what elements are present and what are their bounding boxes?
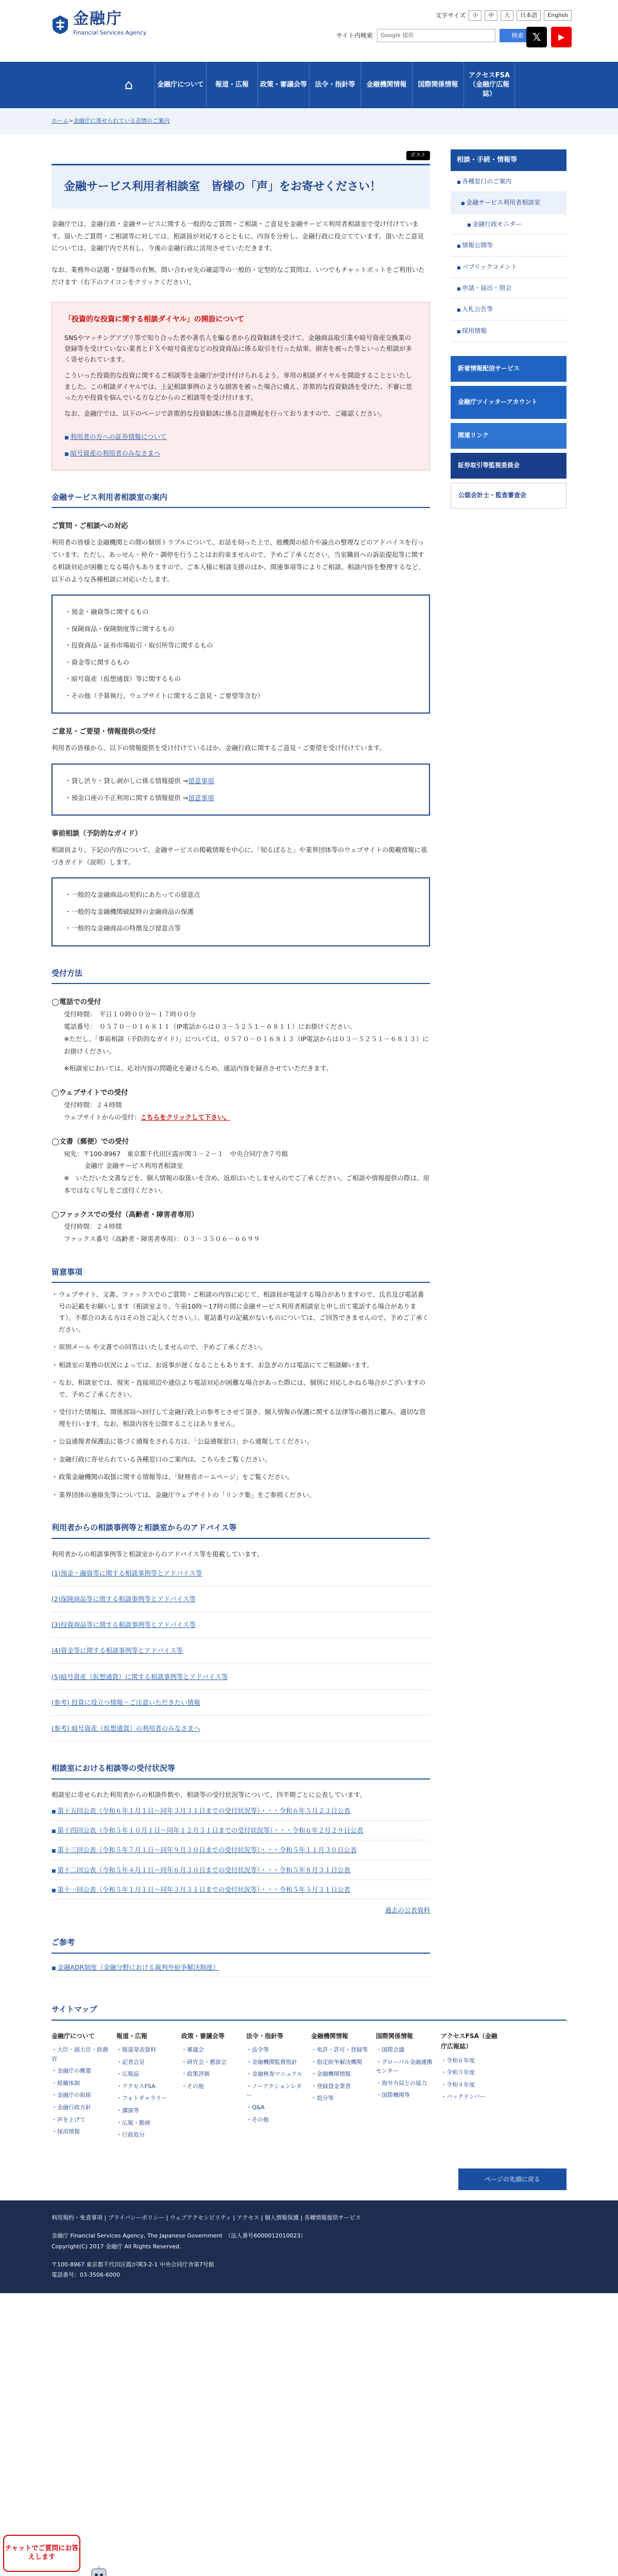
tel-heading: ◯電話での受付 xyxy=(52,998,101,1007)
sitemap-col: アクセスFSA（金融庁広報誌） ・ 令和６年度 ・ 令和５年度 ・ 令和４年度 ・ バックナンバー xyxy=(441,2031,502,2143)
banner-twitter[interactable]: 金融庁ツイッターアカウント xyxy=(451,386,566,419)
logo-en: Financial Services Agency xyxy=(73,29,147,36)
caution-link[interactable]: 留意事項 xyxy=(188,777,214,785)
notice-link-2[interactable]: 暗号資産の利用者のみなさまへ xyxy=(70,449,161,457)
status-link[interactable]: 第十四回公表（令和５年１０月１日～同年１２月３１日までの受付状況等）・・・令和６年２月２９日公表 xyxy=(57,1826,364,1834)
list-item: ・ 預金口座の不正利用に関する情報提供 ⇒留意事項 xyxy=(65,790,417,807)
tel-number[interactable]: 電話番号： ０５７０－０１６８１１（IP電話からは０３－５２５１－６８１１）にお掛けください。 xyxy=(64,1023,356,1031)
post-button[interactable]: ポスト xyxy=(406,151,430,160)
list-item: ・ 投資商品・証券市場取引・取引所等に関するもの xyxy=(65,637,417,654)
sitemap-columns xyxy=(52,2031,566,2143)
list-item: ・ 貸し渋り・貸し剥がしに係る情報提供 ⇒留意事項 xyxy=(65,773,417,790)
advice-link[interactable]: (1)預金・融資等に関する相談事例等とアドバイス等 xyxy=(52,1569,202,1577)
status-link[interactable]: 第十三回公表（令和５年７月１日～同年９月３０日までの受付状況等）・・・令和５年１１月３０日公表 xyxy=(57,1846,357,1854)
status-link[interactable]: 第十二回公表（令和５年４月１日～同年６月３０日までの受付状況等）・・・令和５年８月３１日公表 xyxy=(57,1866,351,1874)
advice-link[interactable]: (2)保険商品等に関する相談事例等とアドバイス等 xyxy=(52,1595,196,1603)
list-item: ・ 金融行政に寄せられている各種窓口のご案内は、こちらをご覧ください。 xyxy=(52,1454,430,1466)
page-top-button[interactable]: ページの先頭に戻る xyxy=(458,2168,566,2190)
list-item: ・ なお、相談室では、現実・直接周辺や通信より電話対応が困難な場合があった際には、個別に対応しかねる場合がございますので、予めご了承ください。 xyxy=(52,1377,430,1400)
list-item: ・ 相談室の業務の状況によっては、お返事が遅くなることもあります。お急ぎの方は電話にてご相談願います。 xyxy=(52,1360,430,1371)
sitemap-col: 国際関係情報 ・ 国際会議 ・ グローバル金融連携センター ・ 海外当局との協力 ・ 国際機関等 xyxy=(376,2031,437,2143)
gnav-institutions[interactable]: 金融機関情報 xyxy=(360,62,412,108)
sec1-h-c: 事前相談（予防的なガイド） xyxy=(52,829,142,838)
sidebar-item[interactable]: ■ 各種窓口のご案内 xyxy=(451,171,566,192)
post-heading: ◯文書（郵便）での受付 xyxy=(52,1137,129,1146)
banner-links[interactable]: 関連リンク xyxy=(451,423,566,449)
sec5-title: 相談室における相談等の受付状況等 xyxy=(52,1762,430,1780)
notice-title: 「投資的な投資に関する相談ダイヤル」の開設について xyxy=(64,315,245,324)
search-label: サイト内検索 xyxy=(336,31,373,39)
breadcrumb-sep: > xyxy=(68,117,74,124)
font-size-label: 文字サイズ xyxy=(435,12,466,19)
list-item: ・ 公益通報者保護法に基づく通報をされる方は、「公益通報窓口」から通報してください。 xyxy=(52,1436,430,1448)
consult-list xyxy=(52,595,430,714)
footer-tel: 電話番号：03-3506-6000 xyxy=(52,2272,120,2279)
sec1-h-b: ご意見・ご要望・情報提供の受付 xyxy=(52,727,156,736)
sitemap-col: 金融機関情報 ・ 免許・許可・登録等 ・ 指定紛争解決機関 ・ 金融機関情報 ・ 登録貸金業者 ・ 処分等 xyxy=(311,2031,372,2143)
gnav-accessfsa[interactable]: アクセスFSA（金融庁広報誌） xyxy=(464,62,515,108)
font-small-button[interactable]: 小 xyxy=(469,10,482,21)
footer-links[interactable]: 利用規約・免責事項 | プライバシーポリシー | ウェブアクセシビリティ | アクセス | 個人情報保護 | 各種情報提供サービス xyxy=(52,2214,361,2221)
sidebar-head: 相談・手続・情報等 xyxy=(451,149,566,171)
sitemap-col: 法令・指針等 ・ 法令等 ・ 金融機関監督指針 ・ 金融検査マニュアル ・ ノーアクションレター ・ Q&A ・ その他 xyxy=(246,2031,307,2143)
gnav-policy[interactable]: 政策・審議会等 xyxy=(258,62,309,108)
past-reports-link[interactable]: 過去の公表資料 xyxy=(385,1906,430,1914)
font-large-button[interactable]: 大 xyxy=(501,10,513,21)
utility-bar xyxy=(435,10,572,21)
guide-list xyxy=(52,877,430,946)
tel-block: 受付時間： 平日１０時００分～１７時００分 電話番号： ０５７０－０１６８１１（IP電話からは０３－５２５１－６８１１）にお掛けください。 ※ただし、「事前相談（予防的なガイド）」については、０５７０－０１６８１３（IP電話からは０３－５２５１－６８１３）にお掛けください。 ※相談室においては、応対内容の問題化を避けるため、通話内容を録音させていただきます。 xyxy=(64,1008,430,1075)
sec4-p: 利用者からの相談事例等と相談室からのアドバイス等を掲載しています。 xyxy=(52,1550,264,1558)
web-block: 受付時間：２４時間 ウェブサイトからの受付：こちらをクリックして下さい。 xyxy=(64,1101,231,1121)
intro-p2: なお、業務外の話題・登録等の有無、間い合わせ先の確認等の一般的・定型的なご質問は、いつでもチャットボットをご利用いただけます（右下のアイコンをクリックください）。 xyxy=(52,266,425,286)
notice-link-1[interactable]: 利用者の方への証券情報について xyxy=(70,433,167,441)
banner-rss[interactable]: 新着情報配信サービス xyxy=(451,356,566,382)
sitemap xyxy=(0,2003,618,2143)
logo-jp: 金融庁 xyxy=(73,10,123,28)
gnav-law[interactable]: 法令・指針等 xyxy=(309,62,360,108)
gnav-about[interactable]: 金融庁について xyxy=(154,62,206,108)
list-item: ・ 政策金融機関の取扱に関する情報等は、「財務省ホームページ」をご覧ください。 xyxy=(52,1471,430,1483)
fax-block: 受付時間：２４時間 ファックス番号（高齢者・障害者専用）：０３－３５０６－６６９９ xyxy=(64,1223,260,1243)
list-item: ・ 資金等に関するもの xyxy=(65,654,417,671)
search-input[interactable]: Google 提供 xyxy=(377,29,495,42)
list-item: ・ 一般的な金融商品の特徴及び留意点等 xyxy=(65,920,417,937)
advice-link[interactable]: (5)暗号資産（仮想通貨）に関する相談事例等とアドバイス等 xyxy=(52,1672,228,1681)
x-icon[interactable]: 𝕏 xyxy=(526,27,547,47)
notice-p1: SNSやマッチングアプリ等で知り合った者や著名人を騙る者から投資勧誘を受けて、金融商品取引業や暗号資産交換業の登録等を受けていない業者とＦＸや暗号資産などの投資商品に係る取引を行った結果、損害を被った等といった相談が多く寄せられています。 xyxy=(64,333,413,364)
sidebar xyxy=(451,149,566,1977)
site-logo[interactable] xyxy=(52,11,146,38)
notice-p2: こういった投資的な投資に関するご相談等を金融庁が受け付けられるよう、専用の相談ダイヤルを開設することといたしました。この相談ダイヤルでは、上記相談事例のような損害を被った場合に備え、詐欺的な投資勧誘を受けた、不審に思った方や投資を悩んでいる方などからのご相談等を受け付けます。 xyxy=(64,371,413,401)
footer xyxy=(0,2200,618,2293)
global-nav xyxy=(0,62,618,108)
home-icon[interactable]: ⌂ xyxy=(124,77,133,93)
main-content xyxy=(52,149,430,1977)
sec1-title: 金融サービス利用者相談室の案内 xyxy=(52,491,430,509)
side-banners xyxy=(451,356,566,509)
page-title: 金融サービス利用者相談室 皆様の「声」をお寄せください！ xyxy=(52,164,430,209)
footer-copyright: Copyright(C) 2017 金融庁 All Rights Reserved. xyxy=(52,2243,181,2250)
sec1-p-b: 利用者の皆様から、以下の情報提供を受け付けているほか、金融行政に関するご意見・ご要望を受け付けています。 xyxy=(52,744,386,752)
caution-link[interactable]: 留意事項 xyxy=(188,793,214,802)
sidebar-item[interactable]: ■ 入札公告等 xyxy=(451,299,566,320)
advice-link[interactable]: (4)資金等に関する相談事例等とアドバイス等 xyxy=(52,1647,183,1655)
advice-link[interactable]: (参考) 投資に役立つ情報～ご注意いただきたい情報 xyxy=(52,1698,200,1706)
page: 金融庁 Financial Services Agency 文字サイズ 小 中 大 日本語 English サイト内検索 Google 提供 検索 𝕏 ▶ ⌂ 金融庁について 報道・広報 政策・審議会等 法令・指針等 金融機関情報 国際関係情報 アクセスFSA（金融庁広報誌） ホーム > 金融庁に寄せられている苦情のご案内 ポスト 金融サービス利用者相談室 皆様の「声」をお寄せください！ 金融庁では、金融行政・金融サービスに関する一般的なご質問・ご相談・ご意見を金融サービス利用者相談室で受け付けています。頂いたご質問・ご相談等に対しては、相談員が対応するとともに、内容を分析し、金融行政に役立てています。頂いたご意見については、金融庁内で共有し、今後の金融行政に活用させていただきます。 なお、業務外の話題・登録等の有無、間い合わせ先の確認等の一般的・定型的なご質問は、いつでもチャットボットをご利用いただけます（右下のアイコンをクリックください）。 「投資的な投資に関する相談ダイヤル」の開設について SNSやマッチングアプリ等で知り合った者や著名人を騙る者から投資勧誘を受けて、金融商品取引業や暗号資産交換業の登録等を受けていない業者とＦＸや暗号資産などの投資商品に係る取引を行った結果、損害を被った等といった相談が多く寄せられています。 こういった投資的な投資に関するご相談等を金融庁が受け付けられるよう、専用の相談ダイヤルを開設することといたしました。この相談ダイヤルでは、上記相談事例のような損害を被った場合に備え、詐欺的な投資勧誘を受けた、不審に思った方や投資を悩んでいる方などからのご相談等を受け付けます。 なお、金融庁では、以下のページで詐欺的な投資勧誘に係る注意喚起を行っておりますので、ご確認ください。 ■ 利用者の方への証券情報について ■ 暗号資産の利用者のみなさまへ 金融サービス利用者相談室の案内 ご質問・ご相談への対応 利用者の皆様と金融機関との間の個別トラブルについて、お話を伺った上で、他機関の紹介や論点の整理などのアドバイスを行っています。ただし、あっせん・仲介・調停を行うことはお約束ませんので、予めご了承ください。当室職員への訴訟提起等に関する相談対応が困難となる場合もありますので、ご本人様に相談支援のほか、関連事項等によりご相談、相談内容を整理するなど、以下のような各種相談に対応いたします。 ・ 預金・融資等に関するもの ・ 保険商品・保険制度等に関するもの ・ 投資商品・証券市場取引・取引所等に関するもの ・ 資金等に関するもの ・ 暗号資産（仮想通貨）等に関するもの ・ その他（予算執行、ウェブサイトに関するご意見・ご要望等含む） ご意見・ご要望・情報提供の受付 利用者の皆様から、以下の情報提供を受け付けているほか、金融行政に関するご意見・ご要望を受け付けています。 ・ 貸し渋り・貸し剥がしに係る情報提供 ⇒留意事項 ・ 預金口座の不正利用に関する情報提供 ⇒留意事項 事前相談（予防的なガイド） 相談員より、下記の内容について、金融サービスの掲載情報を中心に、「知るぽると」や業界団体等のウェブサイトの掲載情報に基づきガイド（説明）します。 ・ 一般的な金融商品の契約にあたっての留意点 ・ 一般的な金融機関破綻時の金融商品の保護 ・ 一般的な金融商品の特徴及び留意点等 受付方法 ◯電話での受付 受付時間： 平日１０時００分～１７時００分 電話番号： ０５７０－０１６８１１（IP電話からは０３－５２５１－６８１１）にお掛けください。 ※ただし、「事前相談（予防的なガイド）」については、０５７０－０１６８１３（IP電話からは０３－５２５１－６８１３）にお掛けください。 ※相談室においては、応対内容の問題化を避けるため、通話内容を録音させていただきます。 ◯ウェブサイトでの受付 受付時間：２４時間 ウェブサイトからの受付：こちらをクリックして下さい。 ◯文書（郵便）での受付 宛先：〒100-8967 東京都千代田区霞が関３－２－１ 中央合同庁舎７号館 金融庁 金融サービス利用者相談室 ※ いただいた文書などを、個人情報の取扱いを含め、返却はいたしませんのでご了承ください。ご相談や情報提供の際は、原本ではなく写しをご送付ください。 ◯ファックスでの受付（高齢者・障害者専用） 受付時間：２４時間 ファックス番号（高齢者・障害者専用）：０３－３５０６－６６９９ 留意事項 ・ ウェブサイト、文書、ファックスでのご質問・ご相談の内容に応じて、相談員が電話する場合がありますので、氏名及び電話番号の記載をお願いします（相談室より、午前10時～17時の間に金融サービス利用者相談室と申し出て電話する場合があります）。不都合のある方はその旨ご記入ください。）。電話番号の記載がないものについては、ご回答できませんので、予めご了承ください。 ・ 原則メール や文書での回答はいたしませんので、予めご了承ください。 ・ 相談室の業務の状況によっては、お返事が遅くなることもあります。お急ぎの方は電話にてご相談願います。 ・ なお、相談室では、現実・直接周辺や通信より電話対応が困難な場合があった際には、個別に対応しかねる場合がございますので、予めご了承ください。 ・ 受付けた情報は、関係部局へ回付して金融行政上の参考とさせて頂き、個人情報の保護に関する法律等の趣旨に鑑み、適切な管理を行います。なお、相談内容を公開することはありません。 ・ 公益通報者保護法に基づく通報をされる方は、「公益通報窓口」から通報してください。 ・ 金融行政に寄せられている各種窓口のご案内は、こちらをご覧ください。 ・ 政策金融機関の取扱に関する情報等は、「財務省ホームページ」をご覧ください。 ・ 業界団体の連絡先等については、金融庁ウェブサイトの「リンク集」をご参照ください。 利用者からの相談事例等と相談室からのアドバイス等 利用者からの相談事例等と相談室からのアドバイス等を掲載しています。 (1)預金・融資等に関する相談事例等とアドバイス等 (2)保険商品等に関する相談事例等とアドバイス等 (3)投資商品等に関する相談事例等とアドバイス等 (4)資金等に関する相談事例等とアドバイス等 (5)暗号資産（仮想通貨）に関する相談事例等とアドバイス等 (参考) 投資に役立つ情報～ご注意いただきたい情報 (参考) 暗号資産（仮想通貨）の利用者のみなさまへ 相談室における相談等の受付状況等 相談室に寄せられた利用者からの相談件数や、相談等の受付状況等について、四半期ごとに公表しています。 ■ 第十五回公表（令和６年１月１日～同年３月３１日までの受付状況等）・・・令和６年５月２３日公表 ■ 第十四回公表（令和５年１０月１日～同年１２月３１日までの受付状況等）・・・令和６年２月２９日公表 ■ 第十三回公表（令和５年７月１日～同年９月３０日までの受付状況等）・・・令和５年１１月３０日公表 ■ 第十二回公表（令和５年４月１日～同年６月３０日までの受付状況等）・・・令和５年８月３１日公表 ■ 第十一回公表（令和５年１月１日～同年３月３１日までの受付状況等）・・・令和５年５月３１日公表 過去の公表資料 ご参考 ■ 金融ADR制度（金融分野における裁判外紛争解決制度） 相談・手続・情報等 ■ 各種窓口のご案内 ■ 金融サービス利用者相談室 ■ 金融行政モニター ■ 情報公開等 ■ パブリックコメント ■ 申請・届出・照会 ■ 入札公告等 ■ 採用情報 新着情報配信サービス 金融庁ツイッターアカウント 関連リンク 証券取引等監視委員会 公認会計士・監査審査会 サイトマップ 金融庁について ・ 大臣・副大臣・政務官 ・ 金融庁の概要 ・ 組織体制 ・ 金融庁の取組 ・ 金融行政方針 ・ 声を上げて ・ 採用情報 報道・広報 ・ 報道発表資料 ・ 記者会見 ・ 広報誌 ・ アクセスFSA ・ フォトギャラリー ・ 講演等 ・ 広報・動画 ・ 行政処分 政策・審議会等 ・ 審議会 ・ 研究会・懇談会 ・ 政策評価 ・ その他 法令・指針等 ・ 法令等 ・ 金融機関監督指針 ・ 金融検査マニュアル ・ ノーアクションレター ・ Q&A ・ その他 金融機関情報 ・ 免許・許可・登録等 ・ 指定紛争解決機関 ・ 金融機関情報 ・ 登録貸金業者 ・ 処分等 国際関係情報 ・ 国際会議 ・ グローバル金融連携センター ・ 海外当局との協力 ・ 国際機関等 アクセスFSA（金融庁広報誌） ・ 令和６年度 ・ 令和５年度 ・ 令和４年度 ・ バックナンバー ページの先頭に戻る 利用規約・免責事項 | プライバシーポリシー | ウェブアクセシビリティ | アクセス | 個人情報保護 | 各種情報提供サービス 金融庁 Financial Services Agency, The Japanese Government （法人番号6000012010023） Copyright(C) 2017 金融庁 All Rights Reserved. 〒100-8967 東京都千代田区霞が関3-2-1 中央合同庁舎第7号館 電話番号：03-3506-6000 チャットでご質問にお答えします xyxy=(0,0,618,2293)
list-item: ・ 一般的な金融商品の契約にあたっての留意点 xyxy=(65,887,417,904)
sitemap-col: 金融庁について ・ 大臣・副大臣・政務官 ・ 金融庁の概要 ・ 組織体制 ・ 金融庁の取組 ・ 金融行政方針 ・ 声を上げて ・ 採用情報 xyxy=(52,2031,112,2143)
sidebar-item[interactable]: ■ 採用情報 xyxy=(451,320,566,342)
web-heading: ◯ウェブサイトでの受付 xyxy=(52,1089,128,1097)
caution-list xyxy=(52,1289,430,1501)
search-area xyxy=(336,29,536,42)
intro-p1: 金融庁では、金融行政・金融サービスに関する一般的なご質問・ご相談・ご意見を金融サービス利用者相談室で受け付けています。頂いたご質問・ご相談等に対しては、相談員が対応するとともに、内容を分析し、金融行政に役立てています。頂いたご意見については、金融庁内で共有し、今後の金融行政に活用させていただきます。 xyxy=(52,219,424,252)
notice-links xyxy=(64,431,417,459)
sec1-h-a: ご質問・ご相談への対応 xyxy=(52,522,128,531)
sec2-title: 受付方法 xyxy=(52,967,430,985)
sidebar-item[interactable]: ■ 情報公開等 xyxy=(451,235,566,256)
web-form-link[interactable]: こちらをクリックして下さい。 xyxy=(140,1113,231,1121)
fax-heading: ◯ファックスでの受付（高齢者・障害者専用） xyxy=(52,1210,198,1219)
list-item: ・ 原則メール や文書での回答はいたしませんので、予めご了承ください。 xyxy=(52,1342,430,1353)
sec1-p-c: 相談員より、下記の内容について、金融サービスの掲載情報を中心に、「知るぽると」や業界団体等のウェブサイトの掲載情報に基づきガイド（説明）します。 xyxy=(52,845,427,866)
banner-cpaaob[interactable]: 公認会計士・監査審査会 xyxy=(451,483,566,509)
search-button[interactable]: 検索 xyxy=(500,29,536,42)
sitemap-col: 報道・広報 ・ 報道発表資料 ・ 記者会見 ・ 広報誌 ・ アクセスFSA ・ フォトギャラリー ・ 講演等 ・ 広報・動画 ・ 行政処分 xyxy=(116,2031,177,2143)
breadcrumb-current[interactable]: 金融庁に寄せられている苦情のご案内 xyxy=(73,117,170,124)
sec6-title: ご参考 xyxy=(52,1936,430,1954)
gnav-international[interactable]: 国際関係情報 xyxy=(412,62,464,108)
youtube-icon[interactable]: ▶ xyxy=(551,27,572,47)
notice-p3: なお、金融庁では、以下のページで詐欺的な投資勧誘に係る注意喚起を行っておりますので、ご確認ください。 xyxy=(64,410,386,418)
list-item: ・ その他（予算執行、ウェブサイトに関するご意見・ご要望等含む） xyxy=(65,688,417,705)
list-item: ・ ウェブサイト、文書、ファックスでのご質問・ご相談の内容に応じて、相談員が電話する場合がありますので、氏名及び電話番号の記載をお願いします（相談室より、午前10時～17時の間に金融サービス利用者相談室と申し出て電話する場合があります）。不都合のある方はその旨ご記入ください。）。電話番号の記載がないものについては、ご回答できませんので、予めご了承ください。 xyxy=(52,1289,430,1335)
lang-jp-button[interactable]: 日本語 xyxy=(517,10,541,21)
post-block: 宛先：〒100-8967 東京都千代田区霞が関３－２－１ 中央合同庁舎７号館 金融庁 金融サービス利用者相談室 ※ いただいた文書などを、個人情報の取扱いを含め、返却はいたしませんのでご了承ください。ご相談や情報提供の際は、原本ではなく写しをご送付ください。 xyxy=(64,1149,430,1194)
list-item: ・ 業界団体の連絡先等については、金融庁ウェブサイトの「リンク集」をご参照ください。 xyxy=(52,1489,430,1501)
sns-links xyxy=(526,27,572,47)
breadcrumb xyxy=(0,108,618,134)
status-link[interactable]: 第十一回公表（令和５年１月１日～同年３月３１日までの受付状況等）・・・令和５年５月３１日公表 xyxy=(57,1885,351,1893)
fsa-logo-icon xyxy=(52,14,69,35)
list-item: ・ 一般的な金融機関破綻時の金融商品の保護 xyxy=(65,904,417,921)
sec1-p-a: 利用者の皆様と金融機関との間の個別トラブルについて、お話を伺った上で、他機関の紹介や論点の整理などのアドバイスを行っています。ただし、あっせん・仲介・調停を行うことはお約束ませんので、予めご了承ください。当室職員への訴訟提起等に関する相談対応が困難となる場合もありますので、ご本人様に相談支援のほか、関連事項等によりご相談、相談内容を整理するなど、以下のような各種相談に対応いたします。 xyxy=(52,538,425,583)
notice-box xyxy=(52,302,430,470)
advice-link[interactable]: (参考) 暗号資産（仮想通貨）の利用者のみなさまへ xyxy=(52,1724,200,1733)
sec5-p: 相談室に寄せられた利用者からの相談件数や、相談等の受付状況等について、四半期ごとに公表しています。 xyxy=(52,1790,366,1799)
sidebar-item[interactable]: ■ パブリックコメント xyxy=(451,257,566,278)
sitemap-title: サイトマップ xyxy=(52,2003,566,2021)
sitemap-col: 政策・審議会等 ・ 審議会 ・ 研究会・懇談会 ・ 政策評価 ・ その他 xyxy=(181,2031,242,2143)
footer-org: 金融庁 Financial Services Agency, The Japanese Government （法人番号6000012010023） xyxy=(52,2232,306,2239)
lang-en-button[interactable]: English xyxy=(544,10,572,21)
status-link[interactable]: 第十五回公表（令和６年１月１日～同年３月３１日までの受付状況等）・・・令和６年５月２３日公表 xyxy=(57,1806,351,1815)
header xyxy=(0,0,618,62)
breadcrumb-home[interactable]: ホーム xyxy=(52,117,68,124)
list-item: ・ 暗号資産（仮想通貨）等に関するもの xyxy=(65,671,417,688)
content-columns xyxy=(0,134,618,1977)
font-mid-button[interactable]: 中 xyxy=(485,10,497,21)
sidebar-item[interactable]: ■ 金融行政モニター xyxy=(451,214,566,235)
sidebar-item-current[interactable]: ■ 金融サービス利用者相談室 xyxy=(451,192,566,213)
advice-link[interactable]: (3)投資商品等に関する相談事例等とアドバイス等 xyxy=(52,1621,196,1629)
advice-list xyxy=(52,1561,430,1742)
info-list xyxy=(52,764,430,816)
sec3-title: 留意事項 xyxy=(52,1266,430,1283)
list-item: ・ 保険商品・保険制度等に関するもの xyxy=(65,621,417,638)
list-item: ・ 受付けた情報は、関係部局へ回付して金融行政上の参考とさせて頂き、個人情報の保護に関する法律等の趣旨に鑑み、適切な管理を行います。なお、相談内容を公開することはありません。 xyxy=(52,1406,430,1430)
list-item: ・ 預金・融資等に関するもの xyxy=(65,604,417,621)
gnav-press[interactable]: 報道・広報 xyxy=(206,62,258,108)
sidebar-item[interactable]: ■ 申請・届出・照会 xyxy=(451,278,566,299)
adr-link[interactable]: 金融ADR制度（金融分野における裁判外紛争解決制度） xyxy=(57,1963,219,1971)
reference-list xyxy=(52,1958,430,1977)
sidebar-list xyxy=(451,171,566,342)
status-list xyxy=(52,1801,430,1900)
sec4-title: 利用者からの相談事例等と相談室からのアドバイス等 xyxy=(52,1521,430,1539)
footer-address: 〒100-8967 東京都千代田区霞が関3-2-1 中央合同庁舎第7号館 xyxy=(52,2261,214,2268)
banner-sesc[interactable]: 証券取引等監視委員会 xyxy=(451,453,566,479)
